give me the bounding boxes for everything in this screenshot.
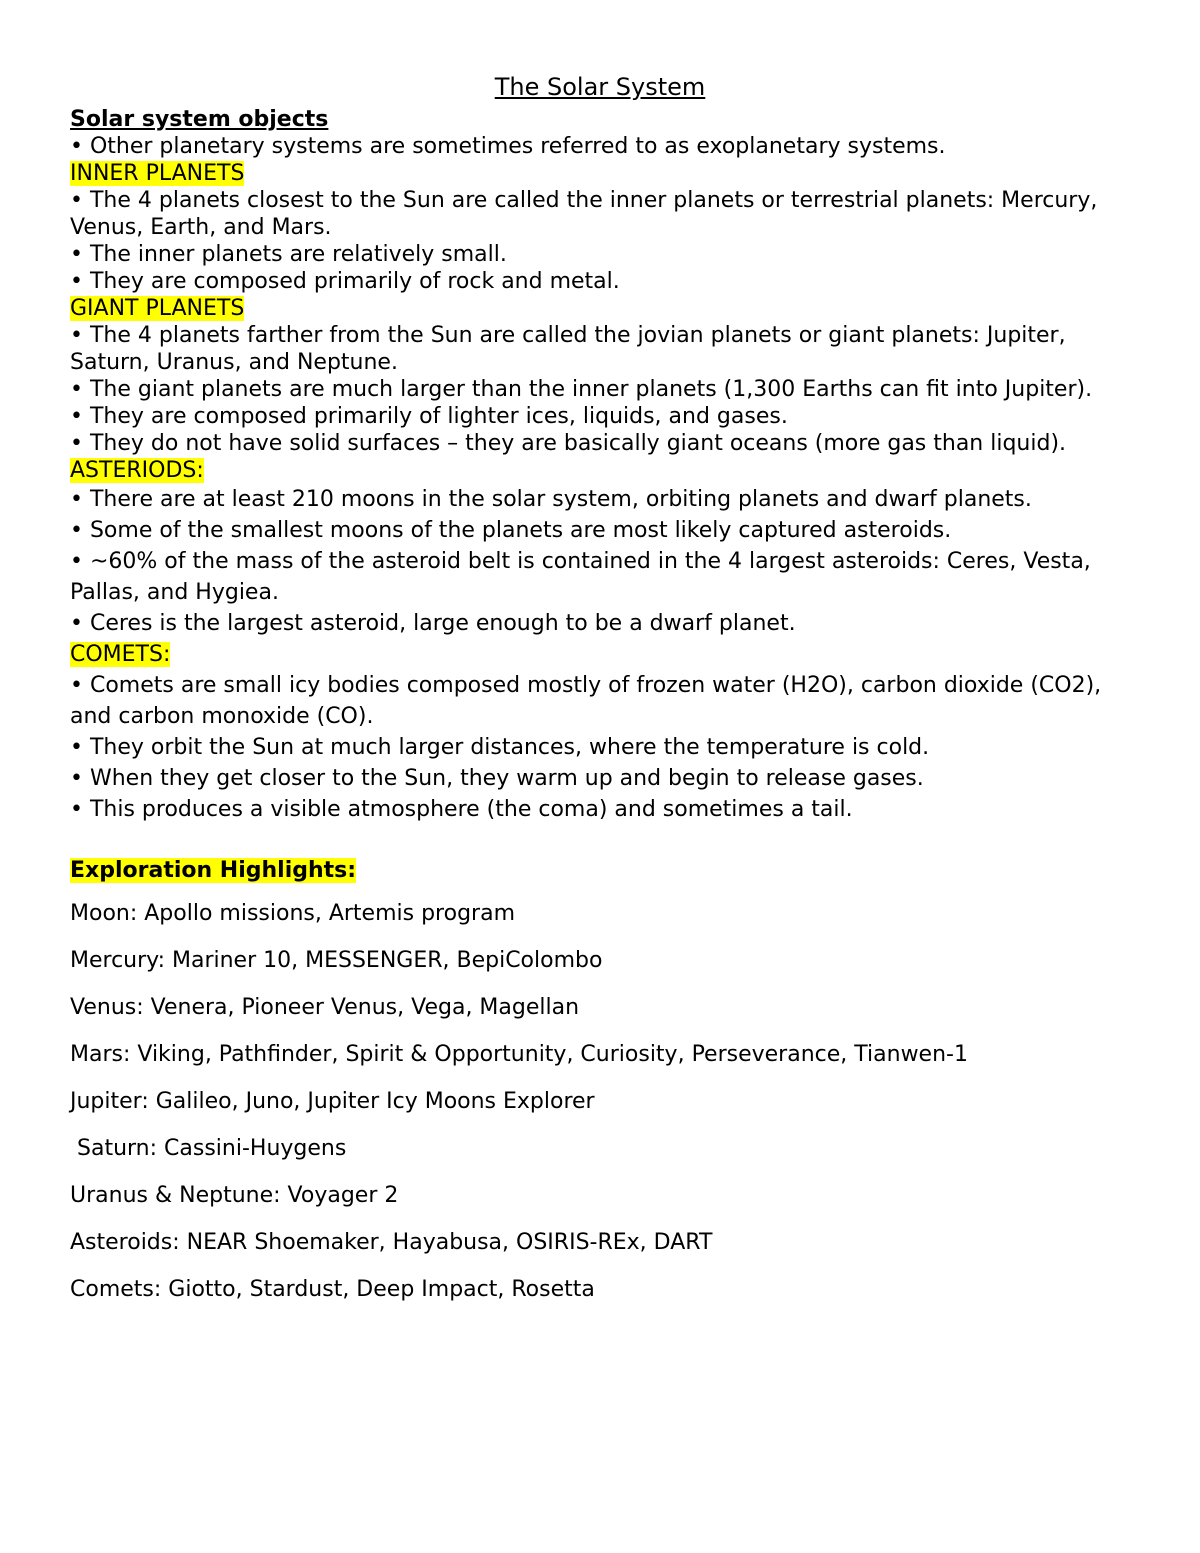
exploration-item: Asteroids: NEAR Shoemaker, Hayabusa, OSIRIS-REx, DART bbox=[70, 1230, 713, 1255]
giant-planets-bullet: • They are composed primarily of lighter ices, liquids, and gases. bbox=[70, 404, 788, 429]
asteroids-bullet: • There are at least 210 moons in the solar system, orbiting planets and dwarf planets. bbox=[70, 487, 1032, 512]
inner-planets-label bbox=[70, 160, 1130, 187]
exploration-item: Mars: Viking, Pathfinder, Spirit & Opportunity, Curiosity, Perseverance, Tianwen-1 bbox=[70, 1042, 968, 1067]
exploration-item: Jupiter: Galileo, Juno, Jupiter Icy Moons Explorer bbox=[70, 1089, 595, 1114]
giant-planets-bullet: • The giant planets are much larger than the inner planets (1,300 Earths can fit into Jupiter). bbox=[70, 377, 1093, 402]
giant-planets-bullet: • They do not have solid surfaces – they are basically giant oceans (more gas than liquid). bbox=[70, 431, 1067, 456]
giant-planets-bullet: • The 4 planets farther from the Sun are called the jovian planets or giant planets: Jupiter, Saturn, Uranus, and Neptune. bbox=[70, 323, 1066, 375]
document-title: The Solar System bbox=[494, 73, 706, 101]
comets-label-text: COMETS: bbox=[70, 642, 171, 667]
exploration-item: Venus: Venera, Pioneer Venus, Vega, Magellan bbox=[70, 995, 580, 1020]
comets-bullet: • They orbit the Sun at much larger distances, where the temperature is cold. bbox=[70, 735, 930, 760]
document-page bbox=[70, 72, 1130, 1323]
comets-bullet: • Comets are small icy bodies composed mostly of frozen water (H2O), carbon dioxide (CO2), and carbon monoxide (CO). bbox=[70, 673, 1102, 729]
section-heading: Solar system objects bbox=[70, 107, 329, 132]
intro-bullet: • Other planetary systems are sometimes referred to as exoplanetary systems. bbox=[70, 134, 946, 159]
comets-bullet: • When they get closer to the Sun, they warm up and begin to release gases. bbox=[70, 766, 924, 791]
giant-planets-label bbox=[70, 295, 1130, 322]
exploration-item: Uranus & Neptune: Voyager 2 bbox=[70, 1183, 399, 1208]
comets-bullet: • This produces a visible atmosphere (the coma) and sometimes a tail. bbox=[70, 797, 853, 822]
giant-planets-label-text: GIANT PLANETS bbox=[70, 296, 245, 321]
inner-planets-bullet: • The 4 planets closest to the Sun are called the inner planets or terrestrial planets: Mercury, Venus, Earth, and Mars. bbox=[70, 188, 1098, 240]
exploration-item: Moon: Apollo missions, Artemis program bbox=[70, 901, 515, 926]
asteroids-label bbox=[70, 457, 1130, 484]
exploration-item: Comets: Giotto, Stardust, Deep Impact, Rosetta bbox=[70, 1277, 595, 1302]
exploration-item: Mercury: Mariner 10, MESSENGER, BepiColombo bbox=[70, 948, 603, 973]
asteroids-label-text: ASTERIODS: bbox=[70, 458, 204, 483]
spacer bbox=[70, 825, 1130, 857]
asteroids-bullet: • Some of the smallest moons of the planets are most likely captured asteroids. bbox=[70, 518, 952, 543]
asteroids-bullet: • Ceres is the largest asteroid, large enough to be a dwarf planet. bbox=[70, 611, 796, 636]
exploration-heading bbox=[70, 857, 1130, 884]
exploration-item: Saturn: Cassini-Huygens bbox=[77, 1136, 347, 1161]
inner-planets-bullet: • The inner planets are relatively small. bbox=[70, 242, 507, 267]
inner-planets-bullet: • They are composed primarily of rock and metal. bbox=[70, 269, 620, 294]
exploration-heading-text: Exploration Highlights: bbox=[70, 858, 357, 883]
comets-label bbox=[70, 639, 1130, 670]
asteroids-bullet: • ~60% of the mass of the asteroid belt is contained in the 4 largest asteroids: Ceres, Vesta, Pallas, and Hygiea. bbox=[70, 549, 1091, 605]
inner-planets-label-text: INNER PLANETS bbox=[70, 161, 245, 186]
